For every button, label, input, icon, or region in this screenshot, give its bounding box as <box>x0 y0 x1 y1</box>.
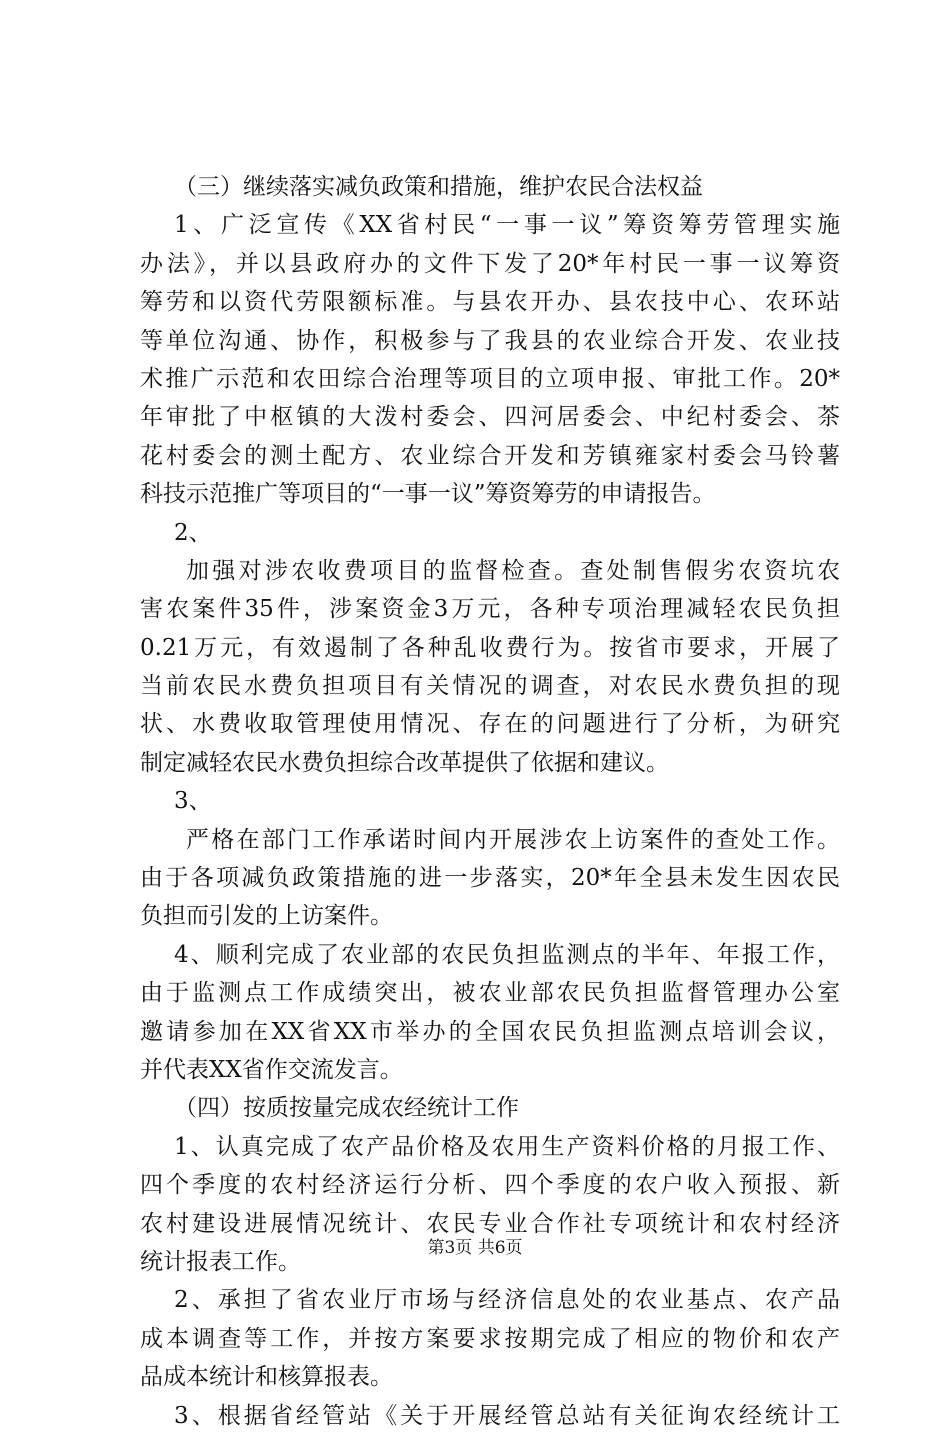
text-line: 害农案件35件，涉案资金3万元，各种专项治理减轻农民负担 <box>140 596 840 623</box>
text-line: 科技示范推广等项目的“一事一议”筹资筹劳的申请报告。 <box>140 481 716 508</box>
text-line: 办法》，并以县政府办的文件下发了20*年村民一事一议筹资 <box>140 250 840 277</box>
text-line: 严格在部门工作承诺时间内开展涉农上访案件的查处工作。 <box>186 826 840 853</box>
text-line: 农村建设进展情况统计、农民专业合作社专项统计和农村经济 <box>140 1210 840 1237</box>
text-line: （三）继续落实减负政策和措施，维护农民合法权益 <box>174 174 703 200</box>
text-line: 术推广示范和农田综合治理等项目的立项申报、审批工作。20* <box>140 365 840 392</box>
text-line: 负担而引发的上访案件。 <box>140 903 393 930</box>
text-line: 等单位沟通、协作，积极参与了我县的农业综合开发、农业技 <box>140 327 840 354</box>
text-line: 成本调查等工作，并按方案要求按期完成了相应的物价和农产 <box>140 1325 840 1352</box>
text-line: 邀请参加在XX省XX市举办的全国农民负担监测点培训会议， <box>140 1018 840 1045</box>
text-line: 品成本统计和核算报表。 <box>140 1364 393 1391</box>
text-line: 加强对涉农收费项目的监督检查。查处制售假劣农资坑农 <box>186 557 840 584</box>
text-line: 四个季度的农村经济运行分析、四个季度的农户收入预报、新 <box>140 1172 840 1199</box>
text-line: 3、 <box>174 788 212 815</box>
text-line: 3、根据省经管站《关于开展经管总站有关征询农经统计工 <box>174 1402 840 1429</box>
text-line: 制定减轻农民水费负担综合改革提供了依据和建议。 <box>140 749 669 776</box>
text-line: 1、广泛宣传《XX省村民“一事一议”筹资筹劳管理实施 <box>174 212 840 239</box>
text-line: 4、顺利完成了农业部的农民负担监测点的半年、年报工作， <box>174 941 840 968</box>
text-line: 统计报表工作。 <box>140 1248 301 1275</box>
text-line: 年审批了中枢镇的大泼村委会、四河居委会、中纪村委会、茶 <box>140 404 840 431</box>
text-line: 由于监测点工作成绩突出，被农业部农民负担监督管理办公室 <box>140 980 840 1007</box>
text-line: 筹劳和以资代劳限额标准。与县农开办、县农技中心、农环站 <box>140 289 840 316</box>
text-line: 并代表XX省作交流发言。 <box>140 1056 403 1083</box>
text-line: 2、 <box>174 519 212 546</box>
text-line: 2、承担了省农业厅市场与经济信息处的农业基点、农产品 <box>174 1287 840 1314</box>
text-line: 状、水费收取管理使用情况、存在的问题进行了分析，为研究 <box>140 711 840 738</box>
text-line: 1、认真完成了农产品价格及农用生产资料价格的月报工作、 <box>174 1133 840 1160</box>
text-line: 0.21万元，有效遏制了各种乱收费行为。按省市要求，开展了 <box>140 634 840 661</box>
text-line: （四）按质按量完成农经统计工作 <box>174 1095 519 1122</box>
text-line: 当前农民水费负担项目有关情况的调查，对农民水费负担的现 <box>140 673 840 700</box>
text-line: 由于各项减负政策措施的进一步落实，20*年全县未发生因农民 <box>140 865 840 892</box>
text-line: 花村委会的测土配方、农业综合开发和芳镇雍家村委会马铃薯 <box>140 442 840 469</box>
page-footer: 第3页 共6页 <box>427 1238 523 1258</box>
